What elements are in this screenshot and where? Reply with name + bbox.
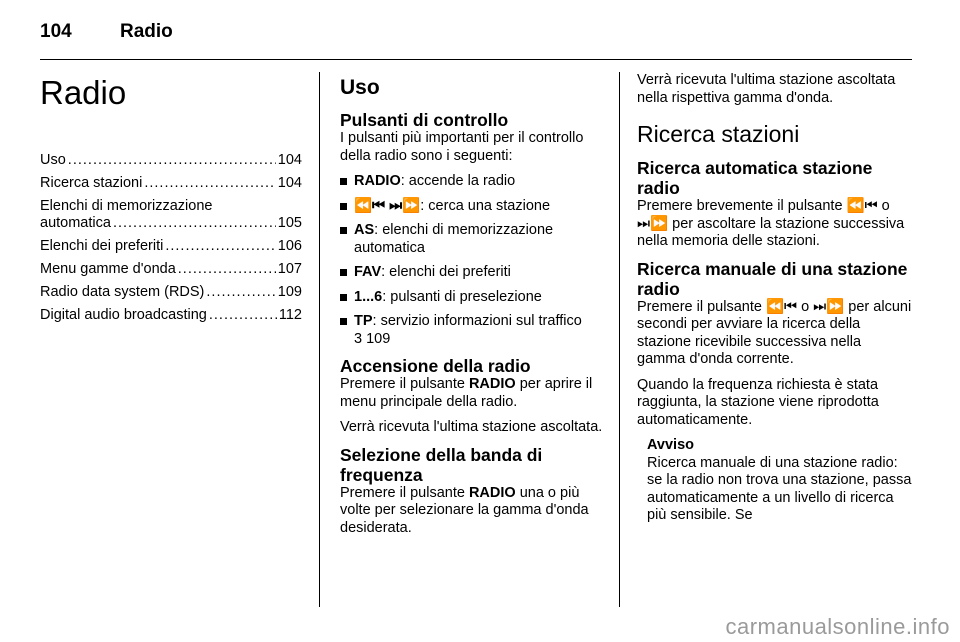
list-item: RADIO: accende la radio — [340, 173, 603, 191]
toc-item-page: 107 — [277, 261, 302, 277]
power-paragraph-2: Verrà ricevuta l'ultima stazione ascoltata. — [340, 419, 603, 435]
column-divider-2 — [619, 72, 620, 607]
section-heading-uso: Uso — [340, 76, 380, 99]
toc-item[interactable] — [40, 284, 302, 301]
toc-item[interactable] — [40, 307, 302, 324]
watermark: carmanualsonline.info — [725, 614, 950, 639]
bullet-square-icon — [340, 178, 347, 185]
toc-item-label-line1: Elenchi di memorizzazione — [40, 198, 213, 214]
toc-item[interactable] — [40, 152, 302, 169]
list-item: ⏪⏮ ⏭⏩: cerca una stazione — [340, 198, 603, 216]
subheading-manual-search: Ricerca manuale di una stazione radio — [637, 258, 908, 299]
power-paragraph-1: Premere il pulsante RADIO per aprire il menu principale della radio. — [340, 376, 593, 410]
bullet-square-icon — [340, 227, 347, 234]
page-reference-link[interactable]: 3 109 — [354, 330, 391, 347]
subheading-power: Accensione della radio — [340, 356, 531, 376]
toc-item-label: Menu gamme d'onda — [40, 261, 176, 277]
auto-search-paragraph: Premere brevemente il pulsante ⏪⏮ o ⏭⏩ per ascoltare la stazione successiva nella memoria delle stazioni. — [637, 198, 905, 249]
toc-item[interactable] — [40, 175, 302, 192]
toc-item-label: Elenchi dei preferiti — [40, 238, 164, 254]
continued-paragraph: Verrà ricevuta l'ultima stazione ascoltata nella rispettiva gamma d'onda. — [637, 72, 896, 106]
header-section-title: Radio — [120, 21, 173, 42]
band-paragraph: Premere il pulsante RADIO una o più volte per selezionare la gamma d'onda desiderata. — [340, 484, 589, 536]
toc-item-label: Uso — [40, 152, 66, 168]
list-item: 1...6: pulsanti di preselezione — [340, 289, 603, 307]
controls-list — [340, 173, 603, 348]
toc-item-page: 104 — [277, 175, 302, 191]
chapter-title: Radio — [40, 74, 127, 111]
toc-item-page: 112 — [278, 307, 302, 323]
bullet-square-icon — [340, 294, 347, 301]
found-paragraph: Quando la frequenza richiesta è stata raggiunta, la stazione viene riprodotta automaticamente. — [637, 376, 879, 428]
toc-item[interactable] — [40, 238, 302, 255]
toc-item-label: Ricerca stazioni — [40, 175, 143, 191]
subheading-band: Selezione della banda di frequenza — [340, 444, 543, 485]
bullet-square-icon — [340, 203, 347, 210]
note-box — [647, 437, 912, 525]
note-heading: Avviso — [647, 437, 695, 453]
toc-item-label: automatica — [40, 215, 111, 231]
header-rule — [40, 59, 912, 60]
toc-item-page: 106 — [277, 238, 302, 254]
toc-item-page: 109 — [277, 284, 302, 300]
toc-item[interactable] — [40, 261, 302, 278]
subheading-auto-search: Ricerca automatica stazione radio — [637, 158, 873, 198]
column-divider-1 — [319, 72, 320, 607]
toc-item-page: 105 — [277, 215, 302, 231]
toc-column — [40, 72, 302, 330]
page-number: 104 — [40, 21, 72, 42]
bullet-square-icon — [340, 318, 347, 325]
list-item: TP: servizio informazioni sul traffico 3 109 — [340, 313, 603, 348]
toc-item-page: 104 — [277, 152, 302, 168]
list-item: AS: elenchi di memorizzazione automatica — [340, 222, 603, 257]
list-item: FAV: elenchi dei preferiti — [340, 264, 603, 282]
section-heading-search: Ricerca stazioni — [637, 121, 800, 147]
subheading-controls: Pulsanti di controllo — [340, 110, 509, 130]
toc-item-label: Digital audio broadcasting — [40, 307, 207, 323]
page-header — [40, 21, 173, 45]
content-column-2 — [340, 72, 603, 545]
bullet-square-icon — [340, 269, 347, 276]
controls-intro: I pulsanti più importanti per il controllo della radio sono i seguenti: — [340, 130, 584, 164]
content-column-3 — [637, 72, 912, 525]
note-text: Ricerca manuale di una stazione radio: se la radio non trova una stazione, passa automaticamente a un livello di ricerca più sensibile. Se — [647, 454, 912, 523]
toc-item[interactable] — [40, 198, 302, 232]
manual-search-paragraph: Premere il pulsante ⏪⏮ o ⏭⏩ per alcuni secondi per avviare la ricerca della stazione ricevibile successiva nella gamma d'onda corrente. — [637, 298, 912, 367]
toc-item-label: Radio data system (RDS) — [40, 284, 205, 300]
seek-buttons-icon: ⏪⏮ ⏭⏩ — [354, 197, 421, 214]
